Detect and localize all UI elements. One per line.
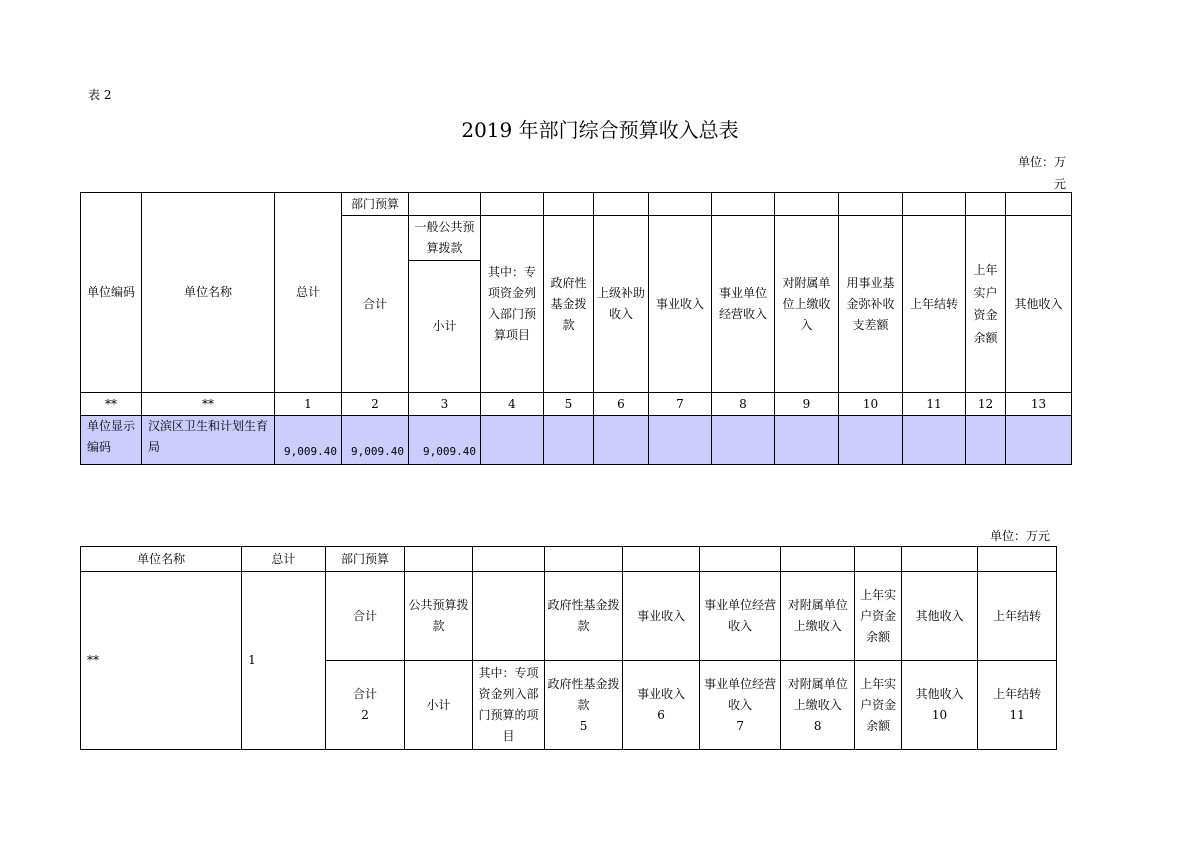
header-unit-name: 单位名称 — [142, 193, 275, 393]
index-row — [81, 393, 1072, 416]
row-career-operating-label: 事业单位经营收入 — [704, 676, 777, 712]
row-other-income — [901, 661, 978, 750]
table-header-row — [81, 193, 1072, 216]
row-sum: 9,009.40 — [342, 416, 409, 465]
empty-cell — [839, 193, 903, 216]
row-subtotal: 小计 — [405, 661, 472, 750]
empty-cell — [622, 547, 700, 572]
header-dept-budget: 部门预算 — [325, 547, 405, 572]
empty-cell — [700, 547, 781, 572]
header-other-income: 其他收入 — [1006, 216, 1072, 393]
header-gov-fund: 政府性基金拨款 — [544, 216, 594, 393]
header-general-public-budget: 一般公共预算拨款 — [409, 216, 481, 261]
row-sum-label: 合计 — [353, 687, 378, 701]
row-last-year-carryover — [978, 661, 1057, 750]
empty-cell — [1006, 193, 1072, 216]
row-sum — [325, 661, 405, 750]
index-cell: ** — [81, 393, 142, 416]
index-cell: 7 — [649, 393, 712, 416]
row-career-income-label: 事业收入 — [637, 687, 686, 701]
header-career-operating: 事业单位经营收入 — [712, 216, 775, 393]
empty-cell — [649, 416, 712, 465]
row-career-income — [622, 661, 700, 750]
header-sum: 合计 — [342, 216, 409, 393]
empty-cell — [594, 193, 649, 216]
table-header-row — [81, 547, 1057, 572]
header-last-year-carryover: 上年结转 — [978, 572, 1057, 661]
row-other-income-number: 10 — [931, 708, 948, 722]
row-unit-name: 汉滨区卫生和计划生育局 — [142, 416, 275, 465]
unit-label-line1: 单位：万 — [1017, 155, 1066, 169]
row-career-income-number: 6 — [657, 708, 665, 722]
index-cell: ** — [142, 393, 275, 416]
table-number: 表 2 — [88, 88, 112, 102]
header-sum: 合计 — [325, 572, 405, 661]
header-subtotal: 小计 — [409, 261, 481, 393]
empty-cell — [775, 193, 839, 216]
header-last-year-account-balance: 上年实户资金余额 — [966, 216, 1006, 393]
unit-label — [1000, 151, 1066, 195]
row-last-year-account-balance: 上年实户资金余额 — [855, 661, 901, 750]
empty-cell — [481, 193, 544, 216]
header-last-year-account-balance: 上年实户资金余额 — [855, 572, 901, 661]
empty-cell — [855, 547, 901, 572]
header-superior-subsidy: 上级补助收入 — [594, 216, 649, 393]
header-unit-code: 单位编码 — [81, 193, 142, 393]
budget-income-template-table — [80, 546, 1057, 750]
empty-cell — [966, 193, 1006, 216]
row-subordinate-payment-label: 对附属单位上缴收入 — [787, 676, 848, 712]
index-cell: 5 — [544, 393, 594, 416]
empty-cell — [712, 193, 775, 216]
table-header-row — [81, 572, 1057, 661]
empty-cell — [594, 416, 649, 465]
row-career-operating-number: 7 — [736, 718, 744, 733]
empty-cell — [780, 547, 855, 572]
index-cell: 8 — [712, 393, 775, 416]
row-special-funds: 其中：专项资金列入部门预算的项目 — [472, 661, 545, 750]
empty-cell — [544, 193, 594, 216]
row-total: 1 — [242, 572, 326, 750]
index-cell: 9 — [775, 393, 839, 416]
index-cell: 6 — [594, 393, 649, 416]
index-cell: 1 — [275, 393, 342, 416]
empty-cell — [903, 193, 966, 216]
header-career-operating: 事业单位经营收入 — [700, 572, 781, 661]
empty-cell — [839, 416, 903, 465]
empty-cell — [712, 416, 775, 465]
row-unit-name: ** — [81, 572, 242, 750]
index-cell: 13 — [1006, 393, 1072, 416]
index-cell: 12 — [966, 393, 1006, 416]
index-cell: 2 — [342, 393, 409, 416]
row-sum-number: 2 — [361, 708, 369, 722]
header-dept-budget: 部门预算 — [342, 193, 409, 216]
empty-cell — [649, 193, 712, 216]
row-last-year-carryover-label: 上年结转 — [993, 687, 1042, 701]
header-career-income: 事业收入 — [649, 216, 712, 393]
empty-cell — [405, 547, 472, 572]
header-special-funds: 其中：专项资金列入部门预算项目 — [481, 216, 544, 393]
header-unit-name: 单位名称 — [81, 547, 242, 572]
empty-cell — [775, 416, 839, 465]
header-last-year-carryover: 上年结转 — [903, 216, 966, 393]
row-gov-fund — [545, 661, 623, 750]
row-subtotal: 9,009.40 — [409, 416, 481, 465]
header-career-fund-offset: 用事业基金弥补收支差额 — [839, 216, 903, 393]
row-subordinate-payment-number: 8 — [813, 718, 822, 733]
empty-cell — [978, 547, 1057, 572]
empty-cell — [966, 416, 1006, 465]
empty-cell — [545, 547, 623, 572]
row-total: 9,009.40 — [275, 416, 342, 465]
header-subordinate-payment: 对附属单位上缴收入 — [775, 216, 839, 393]
empty-cell — [901, 547, 978, 572]
header-subordinate-payment: 对附属单位上缴收入 — [780, 572, 855, 661]
index-cell: 4 — [481, 393, 544, 416]
header-gov-fund: 政府性基金拨款 — [545, 572, 623, 661]
empty-cell — [472, 572, 545, 661]
row-career-operating — [700, 661, 781, 750]
index-cell: 11 — [903, 393, 966, 416]
row-other-income-label: 其他收入 — [915, 687, 964, 701]
empty-cell — [1006, 416, 1072, 465]
row-subordinate-payment — [780, 661, 855, 750]
header-other-income: 其他收入 — [901, 572, 978, 661]
unit-label-line2: 元 — [1053, 177, 1066, 191]
table-row — [81, 416, 1072, 465]
header-career-income: 事业收入 — [622, 572, 700, 661]
row-last-year-carryover-number: 11 — [1009, 708, 1025, 722]
header-total: 总计 — [275, 193, 342, 393]
index-cell: 3 — [409, 393, 481, 416]
row-gov-fund-number: 5 — [579, 718, 588, 733]
header-total: 总计 — [242, 547, 326, 572]
empty-cell — [544, 416, 594, 465]
empty-cell — [481, 416, 544, 465]
budget-income-table — [80, 192, 1072, 465]
row-unit-code: 单位显示编码 — [81, 416, 142, 465]
unit-label-2: 单位：万元 — [989, 529, 1050, 543]
index-cell: 10 — [839, 393, 903, 416]
row-gov-fund-label: 政府性基金拨款 — [547, 676, 620, 712]
page-title: 2019 年部门综合预算收入总表 — [461, 118, 739, 142]
header-public-budget: 公共预算拨款 — [405, 572, 472, 661]
empty-cell — [409, 193, 481, 216]
empty-cell — [903, 416, 966, 465]
empty-cell — [472, 547, 545, 572]
